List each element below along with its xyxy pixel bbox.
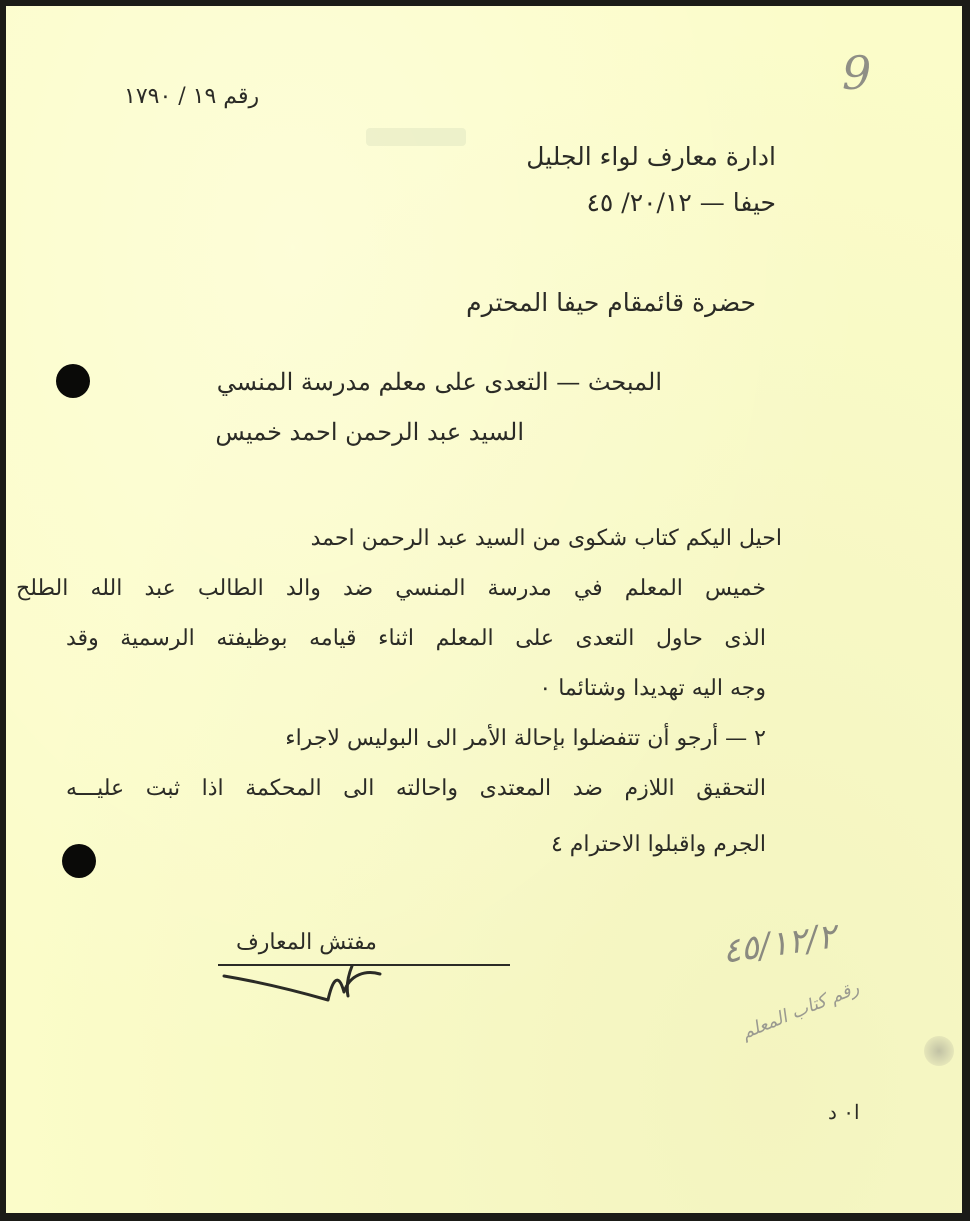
department-heading: ادارة معارف لواء الجليل [526,142,776,171]
faint-stain [366,128,466,146]
body-line-6: التحقيق اللازم ضد المعتدى واحالته الى المحكمة اذا ثبت عليـــه [66,776,766,801]
signature-scrawl [220,952,400,1012]
margin-note-text: رقم كتاب المعلم [738,977,863,1044]
body-line-2: خميس المعلم في مدرسة المنسي ضد والد الطالب عبد الله الطلح [16,576,766,601]
page-number: 9 [842,46,872,100]
punch-hole-bottom [62,844,96,878]
body-line-1: احيل اليكم كتاب شكوى من السيد عبد الرحمن احمد [310,526,782,551]
subject-name: السيد عبد الرحمن احمد خميس [215,418,524,446]
addressee: حضرة قائمقام حيفا المحترم [466,288,756,317]
paper-stain [924,1036,954,1066]
reference-number: رقم ١٩ / ١٧٩٠ [124,84,260,109]
subject-line: المبحث — التعدى على معلم مدرسة المنسي [216,368,662,396]
place-and-date: حيفا — ٢٠/١٢/ ٤٥ [586,188,776,217]
signature-title: مفتش المعارف [236,930,377,955]
body-line-5: ٢ — أرجو أن تتفضلوا بإحالة الأمر الى البوليس لاجراء [285,726,766,751]
body-line-7: الجرم واقبلوا الاحترام ٤ [550,832,766,857]
body-line-4: وجه اليه تهديدا وشتائما ٠ [539,676,766,701]
margin-note-date: ٤٥/١٢/٢ [719,916,839,972]
document-page [6,6,962,1213]
initials: ا٠ د [828,1100,860,1124]
body-line-3: الذى حاول التعدى على المعلم اثناء قيامه بوظيفته الرسمية وقد [66,626,766,651]
punch-hole-top [56,364,90,398]
